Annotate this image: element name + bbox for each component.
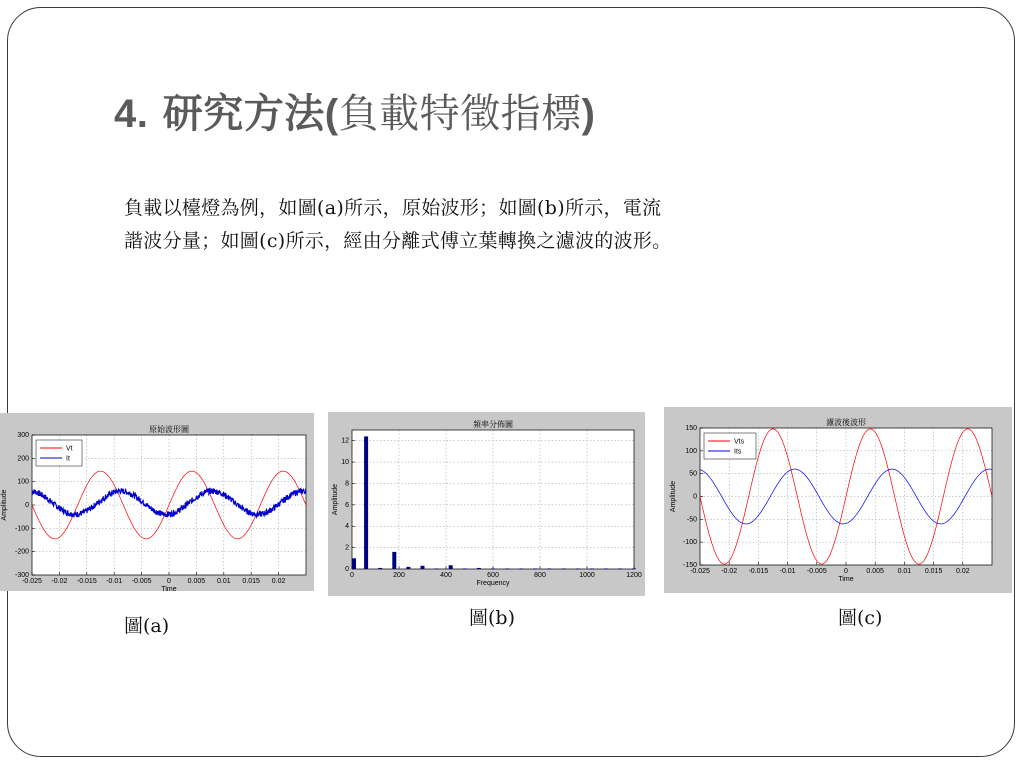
fig-a-x-tick-label: 0.02 xyxy=(271,578,286,585)
figure-a-chart xyxy=(0,413,314,591)
fig-c-x-axis-label: Time xyxy=(838,576,854,583)
fig-b-x-tick-label: 200 xyxy=(393,572,405,579)
fig-c-y-tick-label: 50 xyxy=(689,470,697,478)
fig-b-y-tick-label: 10 xyxy=(341,459,349,467)
fig-b-y-tick-label: 0 xyxy=(345,566,349,573)
fig-a-x-tick-label: -0.025 xyxy=(22,578,42,585)
fig-b-bar xyxy=(491,568,495,569)
fig-c-y-tick-label: -50 xyxy=(686,516,697,524)
fig-b-x-axis-label: Frequency xyxy=(476,580,510,587)
fig-a-y-tick-label: -100 xyxy=(14,525,29,533)
figure-c-caption: 圖(c) xyxy=(838,607,883,629)
fig-b-y-axis-label: Amplitude xyxy=(332,483,339,516)
fig-a-legend-label-vt: Vt xyxy=(66,445,73,453)
slide-title xyxy=(114,82,595,139)
fig-b-bar xyxy=(562,568,566,569)
figure-c-chart xyxy=(664,407,1012,593)
fig-b-y-tick-label: 12 xyxy=(341,437,349,445)
fig-c-x-tick-label: -0.02 xyxy=(721,568,738,575)
fig-b-bar xyxy=(392,552,396,569)
fig-c-title: 濾波後波形 xyxy=(826,418,866,427)
fig-b-x-tick-label: 1000 xyxy=(579,572,595,579)
body-text-line-2: 諧波分量；如圖(c)所示，經由分離式傅立葉轉換之濾波的波形。 xyxy=(124,230,672,252)
fig-b-bar xyxy=(547,568,551,569)
fig-a-x-axis-label: Time xyxy=(161,586,177,591)
fig-b-bar xyxy=(632,568,636,569)
figure-c xyxy=(664,407,1012,593)
title-close-paren: ) xyxy=(581,92,596,136)
fig-a-x-tick-label: 0.015 xyxy=(242,578,260,585)
fig-a-x-tick-label: -0.01 xyxy=(106,578,123,585)
figure-b xyxy=(328,412,645,596)
fig-c-x-tick-label: -0.015 xyxy=(748,568,769,575)
fig-c-x-tick-label: 0 xyxy=(844,568,848,575)
fig-b-x-tick-label: 1200 xyxy=(626,572,642,579)
fig-b-x-tick-label: 800 xyxy=(534,572,546,579)
fig-a-y-tick-label: 300 xyxy=(17,432,29,439)
fig-b-x-tick-label: 0 xyxy=(350,572,354,579)
fig-b-bar xyxy=(576,568,580,569)
figure-a xyxy=(0,413,314,591)
fig-b-bar xyxy=(477,568,481,569)
fig-c-x-tick-label: 0.02 xyxy=(955,568,970,575)
fig-c-y-tick-label: 100 xyxy=(685,447,697,455)
fig-a-y-tick-label: -300 xyxy=(14,572,29,579)
fig-a-y-tick-label: -200 xyxy=(14,548,29,556)
fig-a-x-tick-label: 0.005 xyxy=(187,578,206,585)
figure-b-caption: 圖(b) xyxy=(469,607,515,629)
fig-a-legend-box xyxy=(36,440,82,466)
title-open-paren: ( xyxy=(324,92,339,136)
figure-b-chart xyxy=(328,412,645,596)
fig-c-x-tick-label: 0.01 xyxy=(897,568,912,575)
fig-b-bar xyxy=(505,568,509,569)
fig-b-plot-area xyxy=(352,430,634,569)
fig-b-y-tick-label: 8 xyxy=(345,480,349,488)
fig-c-legend-box xyxy=(704,433,756,459)
fig-b-bar xyxy=(519,568,523,569)
figure-a-caption: 圖(a) xyxy=(124,615,170,637)
fig-b-title: 頻率分佈圖 xyxy=(473,420,513,429)
fig-a-x-tick-label: 0 xyxy=(167,578,171,585)
fig-c-y-tick-label: -150 xyxy=(682,562,697,569)
fig-c-x-tick-label: -0.01 xyxy=(779,568,796,575)
fig-c-y-axis-label: Amplitude xyxy=(670,480,677,513)
fig-b-y-tick-label: 6 xyxy=(345,501,349,509)
fig-b-bar xyxy=(364,436,368,569)
title-main-text: 研究方法 xyxy=(162,91,325,137)
body-text-line-1: 負載以檯燈為例，如圖(a)所示，原始波形；如圖(b)所示，電流 xyxy=(124,197,662,219)
fig-b-bar xyxy=(378,568,382,569)
fig-c-x-tick-label: 0.005 xyxy=(866,568,884,575)
fig-a-x-tick-label: -0.015 xyxy=(76,578,97,585)
fig-a-x-tick-label: -0.005 xyxy=(131,578,152,585)
fig-a-y-tick-label: 0 xyxy=(25,502,29,509)
fig-a-x-tick-label: -0.02 xyxy=(51,578,68,585)
fig-a-x-tick-label: 0.01 xyxy=(216,578,231,585)
fig-b-bar xyxy=(463,568,467,569)
fig-c-x-tick-label: -0.025 xyxy=(690,568,710,575)
fig-b-x-tick-label: 400 xyxy=(440,572,452,579)
fig-b-bar xyxy=(406,567,410,569)
fig-b-y-tick-label: 4 xyxy=(345,523,349,531)
fig-c-x-tick-label: -0.005 xyxy=(806,568,827,575)
fig-b-x-tick-label: 600 xyxy=(487,572,499,579)
fig-b-bar xyxy=(618,568,622,569)
fig-a-y-axis-label: Amplitude xyxy=(1,489,8,521)
fig-b-bar xyxy=(421,566,425,569)
fig-b-bar xyxy=(435,568,439,569)
fig-b-bar xyxy=(533,568,537,569)
fig-c-legend-label-its: Its xyxy=(734,448,742,456)
title-subtitle-text: 負載特徵指標 xyxy=(338,91,582,137)
fig-a-title: 原始波形圖 xyxy=(149,425,189,434)
fig-a-y-tick-label: 100 xyxy=(17,478,29,486)
title-section-number: 4. xyxy=(114,92,149,136)
fig-b-bar xyxy=(590,568,594,569)
fig-c-y-tick-label: 150 xyxy=(685,425,697,432)
fig-a-legend-label-it: It xyxy=(66,455,70,463)
fig-c-x-tick-label: 0.015 xyxy=(924,568,943,575)
fig-c-y-tick-label: -100 xyxy=(682,539,697,547)
fig-b-y-tick-label: 2 xyxy=(345,544,349,552)
fig-c-y-tick-label: 0 xyxy=(693,493,697,501)
fig-c-legend-label-vts: Vts xyxy=(734,438,745,446)
fig-a-y-tick-label: 200 xyxy=(17,455,29,463)
fig-b-bar xyxy=(449,565,453,569)
fig-b-bar xyxy=(604,568,608,569)
fig-b-bar xyxy=(352,558,356,569)
